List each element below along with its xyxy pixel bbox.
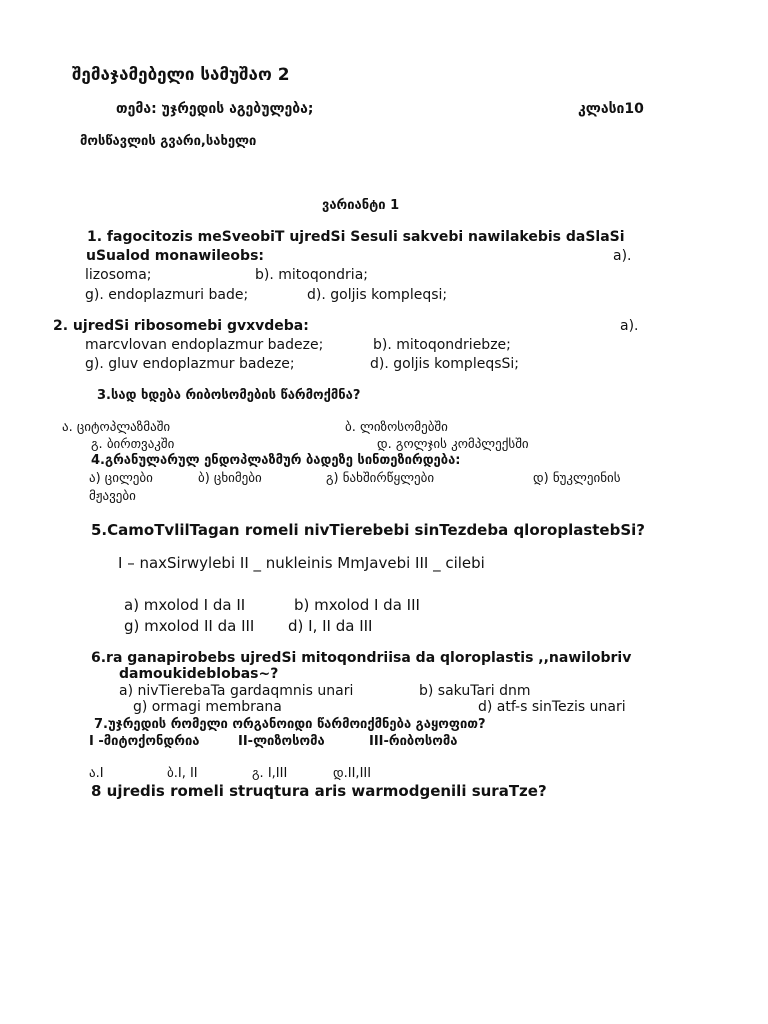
q1-text-line2: uSualod monawileobs: <box>86 248 264 264</box>
q5-option-b: b) mxolod I da III <box>294 596 420 614</box>
q1-option-g: g). endoplazmuri bade; <box>85 287 249 303</box>
q5-option-g: g) mxolod II da III <box>124 617 255 635</box>
q2-option-d: d). goljis kompleqsSi; <box>370 356 519 372</box>
q2-text: 2. ujredSi ribosomebi gvxvdeba: <box>53 318 309 334</box>
q1-option-a: lizosoma; <box>85 267 152 283</box>
q2-option-a: marcvlovan endoplazmur badeze; <box>85 337 324 353</box>
q4-option-b: ბ) ცხიმები <box>198 471 262 486</box>
q2-option-a-label: a). <box>620 318 639 334</box>
q6-option-d: d) atf-s sinTezis unari <box>478 699 626 715</box>
q2-option-g: g). gluv endoplazmur badeze; <box>85 356 295 372</box>
topic-line: თემა: უჯრედის აგებულება; <box>116 101 314 117</box>
q3-option-g: გ. ბირთვაკში <box>91 437 175 452</box>
q5-text: 5.CamoTvlilTagan romeli nivTierebebi sinTezdeba qloroplastebSi? <box>91 521 645 539</box>
q6-option-b: b) sakuTari dnm <box>419 683 531 699</box>
q4-text: 4.გრანულარულ ენდოპლაზმურ ბადეზე სინთეზირდება: <box>91 453 461 468</box>
q3-option-b: ბ. ლიზოსომებში <box>345 420 448 435</box>
q7-option-d: დ.II,III <box>333 766 372 781</box>
q6-option-g: g) ormagi membrana <box>133 699 282 715</box>
q4-option-d-continued: მჟავები <box>89 489 136 504</box>
q6-text-line2: damoukideblobas~? <box>119 666 279 682</box>
q7-item-1: I -მიტოქონდრია <box>89 734 200 749</box>
q6-option-a: a) nivTierebaTa gardaqmnis unari <box>119 683 354 699</box>
q1-option-d: d). goljis kompleqsi; <box>307 287 448 303</box>
class-label: კლასი10 <box>578 101 644 117</box>
q3-option-d: დ. გოლჯის კომპლექსში <box>377 437 529 452</box>
page-title: შემაჯამებელი სამუშაო 2 <box>72 65 290 85</box>
student-name-label: მოსწავლის გვარი,სახელი <box>80 134 257 149</box>
q8-text: 8 ujredis romeli struqtura aris warmodgenili suraTze? <box>91 782 547 800</box>
q5-option-d: d) I, II da III <box>288 617 373 635</box>
q3-text: 3.სად ხდება რიბოსომების წარმოქმნა? <box>97 388 361 403</box>
q7-option-b: ბ.I, II <box>167 766 198 781</box>
q1-text-line1: 1. fagocitozis meSveobiT ujredSi Sesuli sakvebi nawilakebis daSlaSi <box>87 229 625 245</box>
q4-option-d: დ) ნუკლეინის <box>533 471 621 486</box>
q6-text-line1: 6.ra ganapirobebs ujredSi mitoqondriisa da qloroplastis ,,nawilobriv <box>91 650 632 666</box>
q1-option-b: b). mitoqondria; <box>255 267 368 283</box>
q5-option-a: a) mxolod I da II <box>124 596 246 614</box>
q3-option-a: ა. ციტოპლაზმაში <box>62 420 171 435</box>
q7-text: 7.უჯრედის რომელი ორგანოიდი წარმოიქმნება გაყოფით? <box>94 717 486 732</box>
q1-option-a-label: a). <box>613 248 632 264</box>
q7-option-g: გ. I,III <box>252 766 288 781</box>
q2-option-b: b). mitoqondriebze; <box>373 337 511 353</box>
q7-item-2: II-ლიზოსომა <box>238 734 325 749</box>
q5-items: I – naxSirwylebi II _ nukleinis MmJavebi III _ cilebi <box>118 554 485 572</box>
q7-item-3: III-რიბოსომა <box>369 734 458 749</box>
q4-option-a: ა) ცილები <box>89 471 153 486</box>
q7-option-a: ა.I <box>89 766 104 781</box>
variant-label: ვარიანტი 1 <box>322 198 400 213</box>
q4-option-g: გ) ნახშირწყლები <box>326 471 435 486</box>
